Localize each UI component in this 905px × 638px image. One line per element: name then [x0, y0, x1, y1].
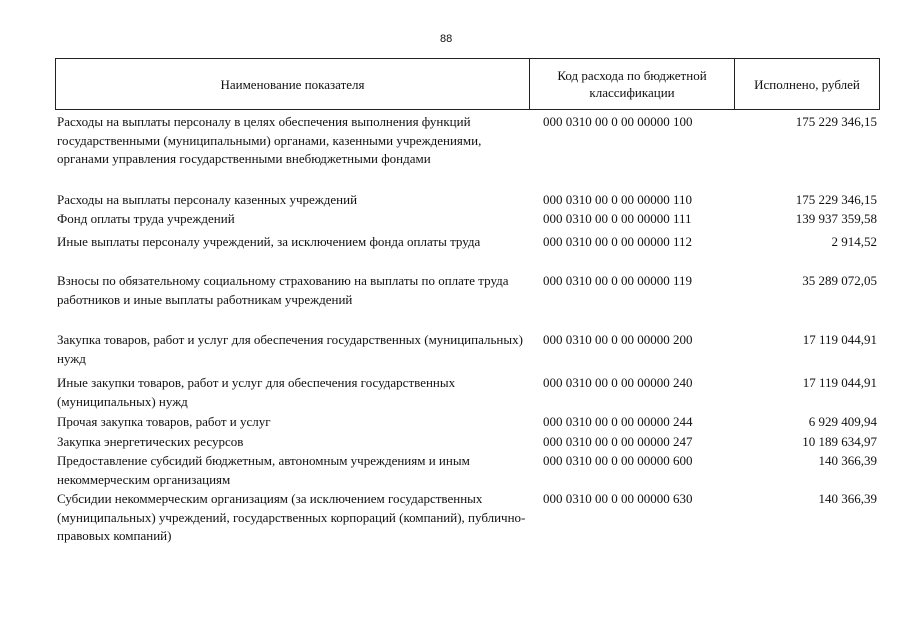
row-name: Иные закупки товаров, работ и услуг для обеспечения государственных (муниципальных) нужд — [57, 375, 456, 409]
row-amount: 139 937 359,58 — [795, 211, 877, 226]
row-name: Расходы на выплаты персоналу казенных учреждений — [57, 192, 358, 207]
row-name: Фонд оплаты труда учреждений — [57, 211, 235, 226]
row-code: 000 0310 00 0 00 00000 112 — [543, 234, 693, 249]
row-amount: 140 366,39 — [818, 453, 877, 468]
row-code: 000 0310 00 0 00 00000 111 — [543, 211, 692, 226]
row-amount: 175 229 346,15 — [795, 192, 877, 207]
row-amount: 2 914,52 — [831, 234, 877, 249]
row-amount: 17 119 044,91 — [802, 375, 877, 390]
row-amount: 175 229 346,15 — [795, 114, 877, 129]
table-header — [55, 58, 880, 110]
row-amount: 10 189 634,97 — [802, 434, 877, 449]
row-code: 000 0310 00 0 00 00000 200 — [543, 332, 693, 347]
row-code: 000 0310 00 0 00 00000 630 — [543, 491, 693, 506]
row-name: Предоставление субсидий бюджетным, автономным учреждениям и иным некоммерческим организациям — [57, 453, 470, 487]
row-name: Расходы на выплаты персоналу в целях обеспечения выполнения функций государственными (муниципальными) органами, казенными учреждениями, органами управления государственными внебюджетными фондами — [57, 114, 482, 166]
row-code: 000 0310 00 0 00 00000 240 — [543, 375, 693, 390]
row-code: 000 0310 00 0 00 00000 100 — [543, 114, 693, 129]
row-code: 000 0310 00 0 00 00000 244 — [543, 414, 693, 429]
row-name: Закупка товаров, работ и услуг для обеспечения государственных (муниципальных) нужд — [57, 332, 523, 366]
row-amount: 6 929 409,94 — [808, 414, 877, 429]
header-name: Наименование показателя — [56, 59, 530, 109]
row-code: 000 0310 00 0 00 00000 600 — [543, 453, 693, 468]
row-name: Закупка энергетических ресурсов — [57, 434, 244, 449]
header-code: Код расхода по бюджетной классификации — [530, 59, 735, 109]
row-code: 000 0310 00 0 00 00000 110 — [543, 192, 693, 207]
row-name: Прочая закупка товаров, работ и услуг — [57, 414, 271, 429]
row-code: 000 0310 00 0 00 00000 119 — [543, 273, 693, 288]
row-name: Субсидии некоммерческим организациям (за исключением государственных (муниципальных) учреждений, государственных корпораций (компаний), публично-правовых компаний) — [57, 491, 526, 543]
row-code: 000 0310 00 0 00 00000 247 — [543, 434, 693, 449]
header-amount: Исполнено, рублей — [754, 76, 860, 92]
row-amount: 17 119 044,91 — [802, 332, 877, 347]
row-name: Иные выплаты персоналу учреждений, за исключением фонда оплаты труда — [57, 234, 481, 249]
row-amount: 35 289 072,05 — [802, 273, 877, 288]
row-name: Взносы по обязательному социальному страхованию на выплаты по оплате труда работников и иные выплаты работникам учреждений — [57, 273, 509, 307]
row-amount: 140 366,39 — [818, 491, 877, 506]
page-number: 88 — [440, 33, 453, 45]
